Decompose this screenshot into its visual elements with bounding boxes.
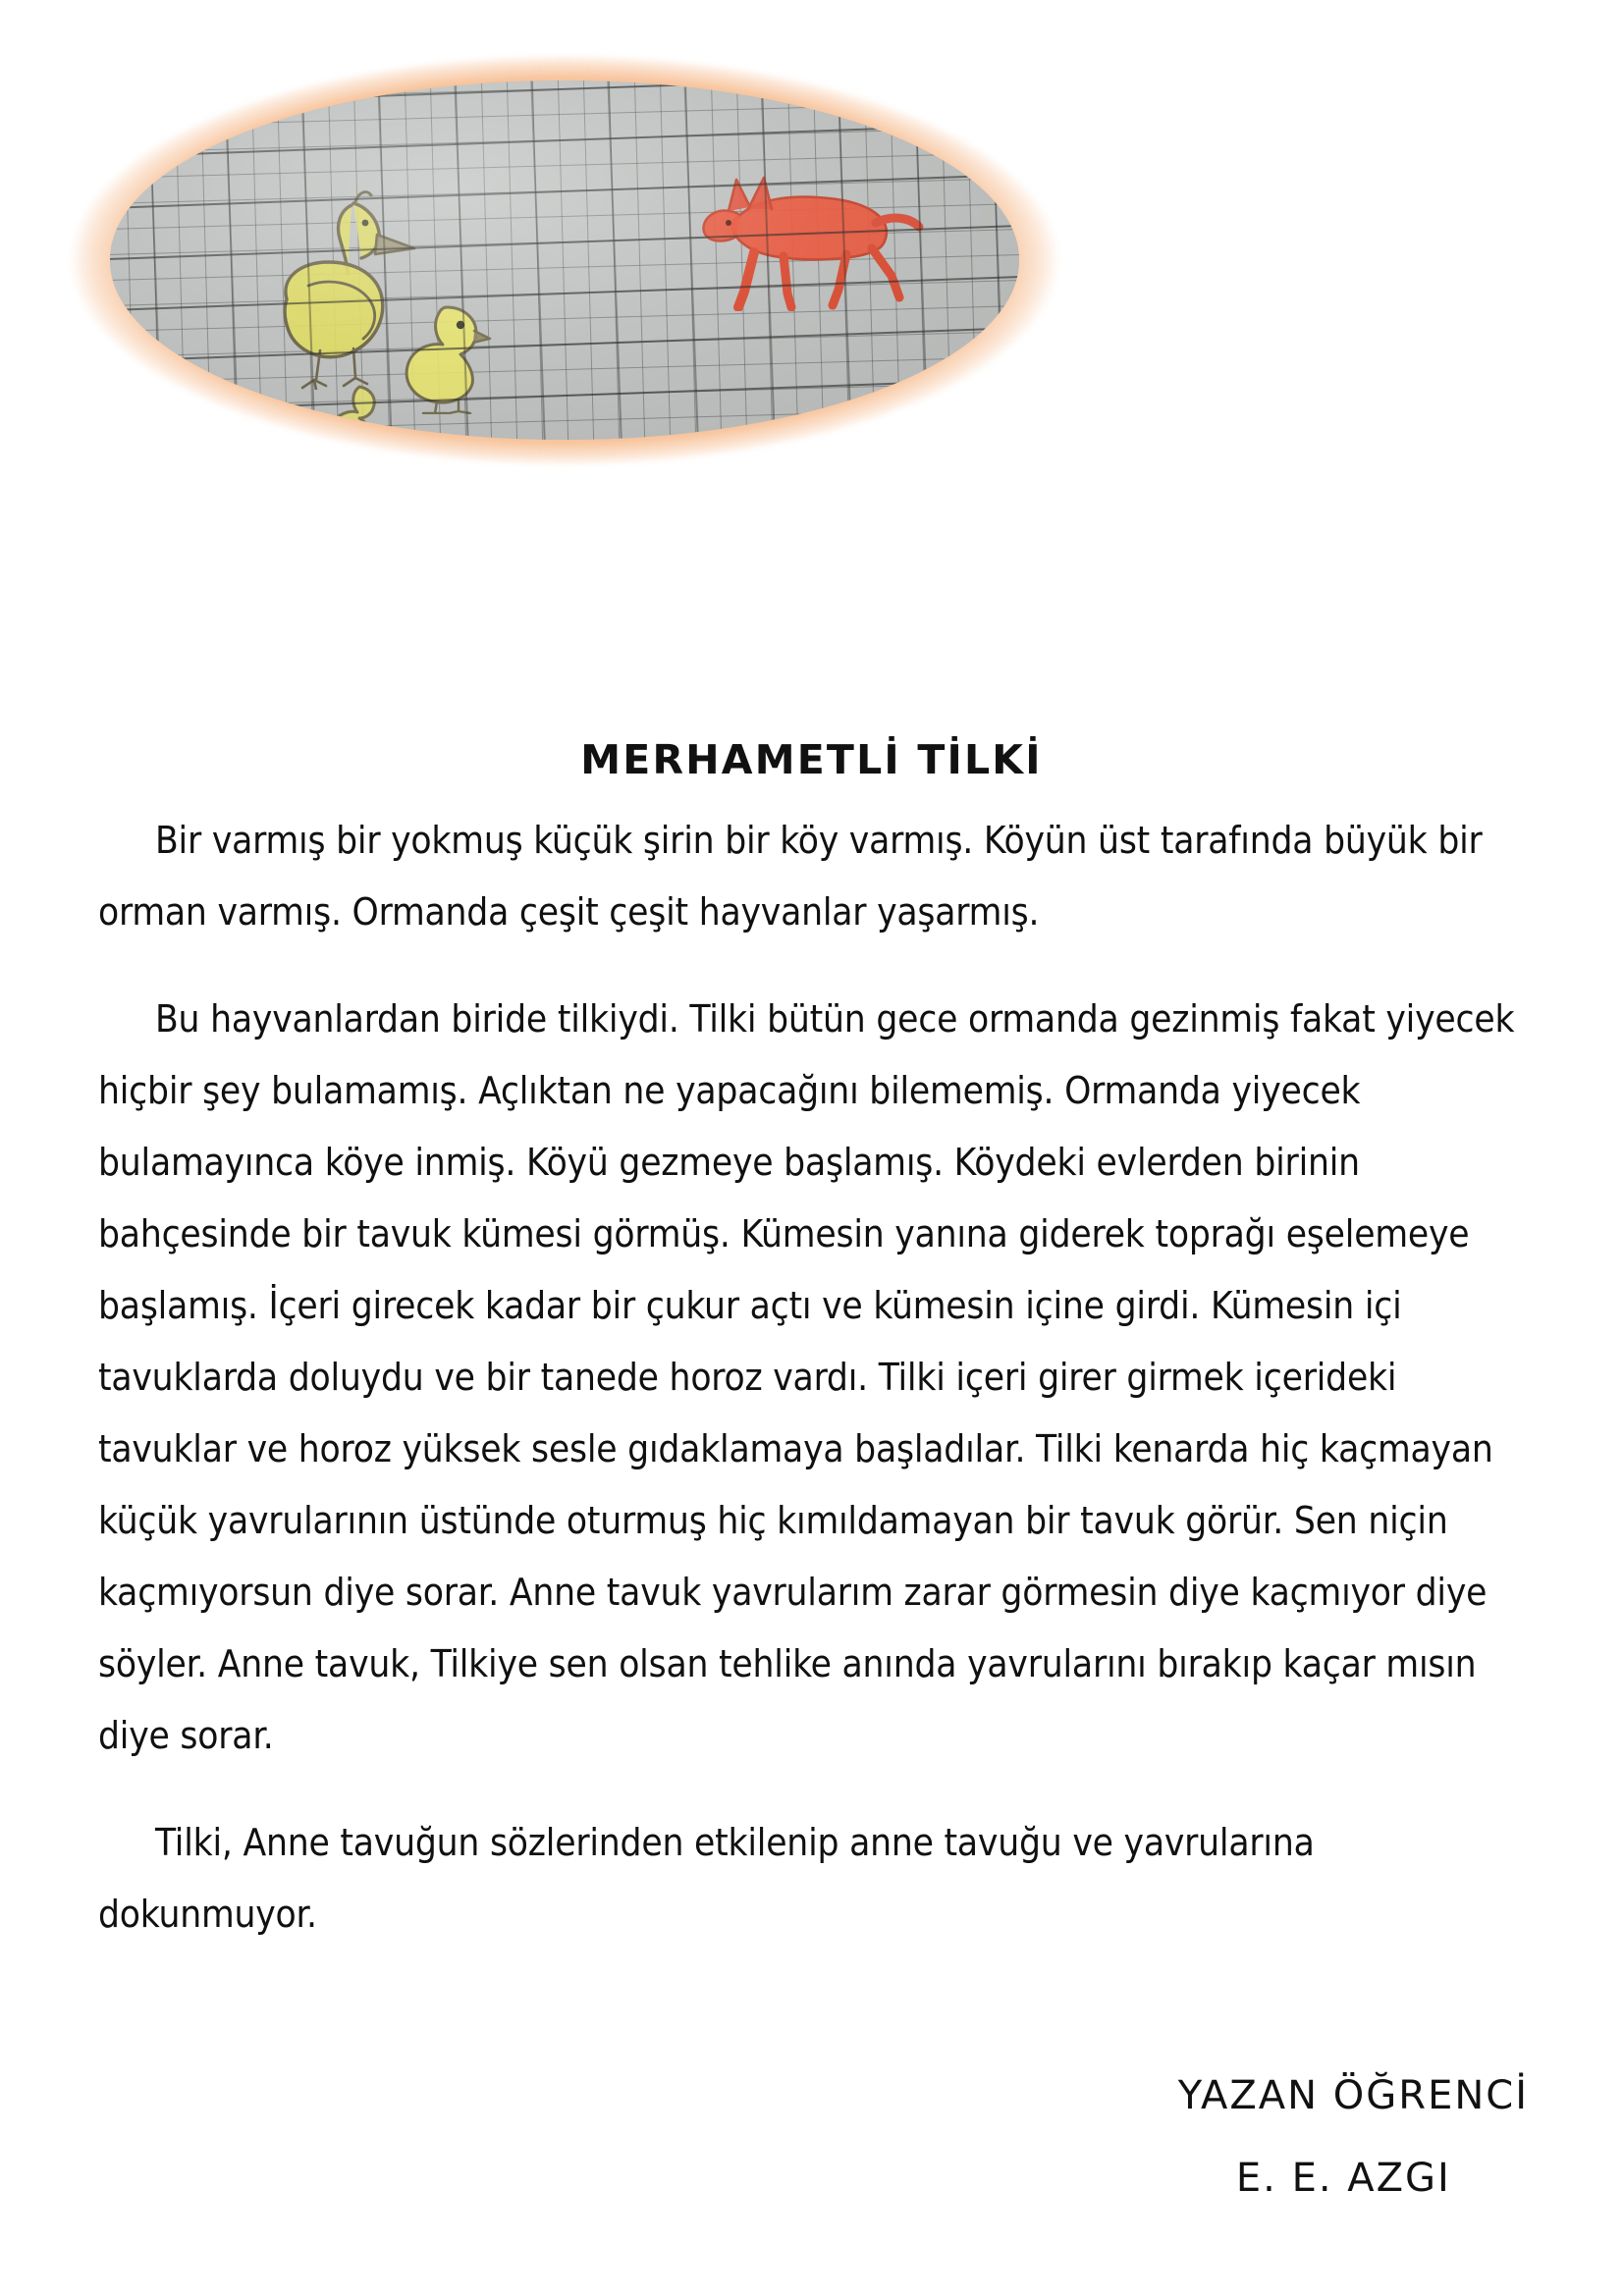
photo-sheen xyxy=(110,80,1018,439)
signature-author-name: E. E. AZGI xyxy=(1235,2156,1451,2201)
story-paragraph-2: Bu hayvanlardan biride tilkiydi. Tilki bütün gece ormanda gezinmiş fakat yiyecek hiçbir şey bulamamış. Açlıktan ne yapacağını bilememiş. Ormanda yiyecek bulamayınca köye inmiş. Köyü gezmeye başlamış. Köydeki evlerden birinin bahçesinde bir tavuk kümesi görmüş. Kümesin yanına giderek toprağı eşelemeye başlamış. İçeri girecek kadar bir çukur açtı ve kümesin içine girdi. Kümesin içi tavuklarda doluydu ve bir tanede horoz vardı. Tilki içeri girer girmek içerideki tavuklar ve horoz yüksek sesle gıdaklamaya başladılar. Tilki kenarda hiç kaçmayan küçük yavrularının üstünde oturmuş hiç kımıldamayan bir tavuk görür. Sen niçin kaçmıyorsun diye sorar. Anne tavuk yavrularım zarar görmesin diye kaçmıyor diye söyler. Anne tavuk, Tilkiye sen olsan tehlike anında yavrularını bırakıp kaçar mısın diye sorar. xyxy=(98,997,1515,1758)
page-title: MERHAMETLİ TİLKİ xyxy=(580,736,1043,784)
story-body xyxy=(98,805,1542,1950)
illustration-photo xyxy=(110,80,1018,439)
illustration xyxy=(69,54,1060,466)
signature-role-label: YAZAN ÖĞRENCİ xyxy=(1177,2073,1529,2118)
story-paragraph-1: Bir varmış bir yokmuş küçük şirin bir köy varmış. Köyün üst tarafında büyük bir orman varmış. Ormanda çeşit çeşit hayvanlar yaşarmış. xyxy=(98,819,1483,934)
story-paragraph-3: Tilki, Anne tavuğun sözlerinden etkilenip anne tavuğu ve yavrularına dokunmuyor. xyxy=(98,1821,1315,1937)
signature-block xyxy=(1178,2055,1529,2219)
